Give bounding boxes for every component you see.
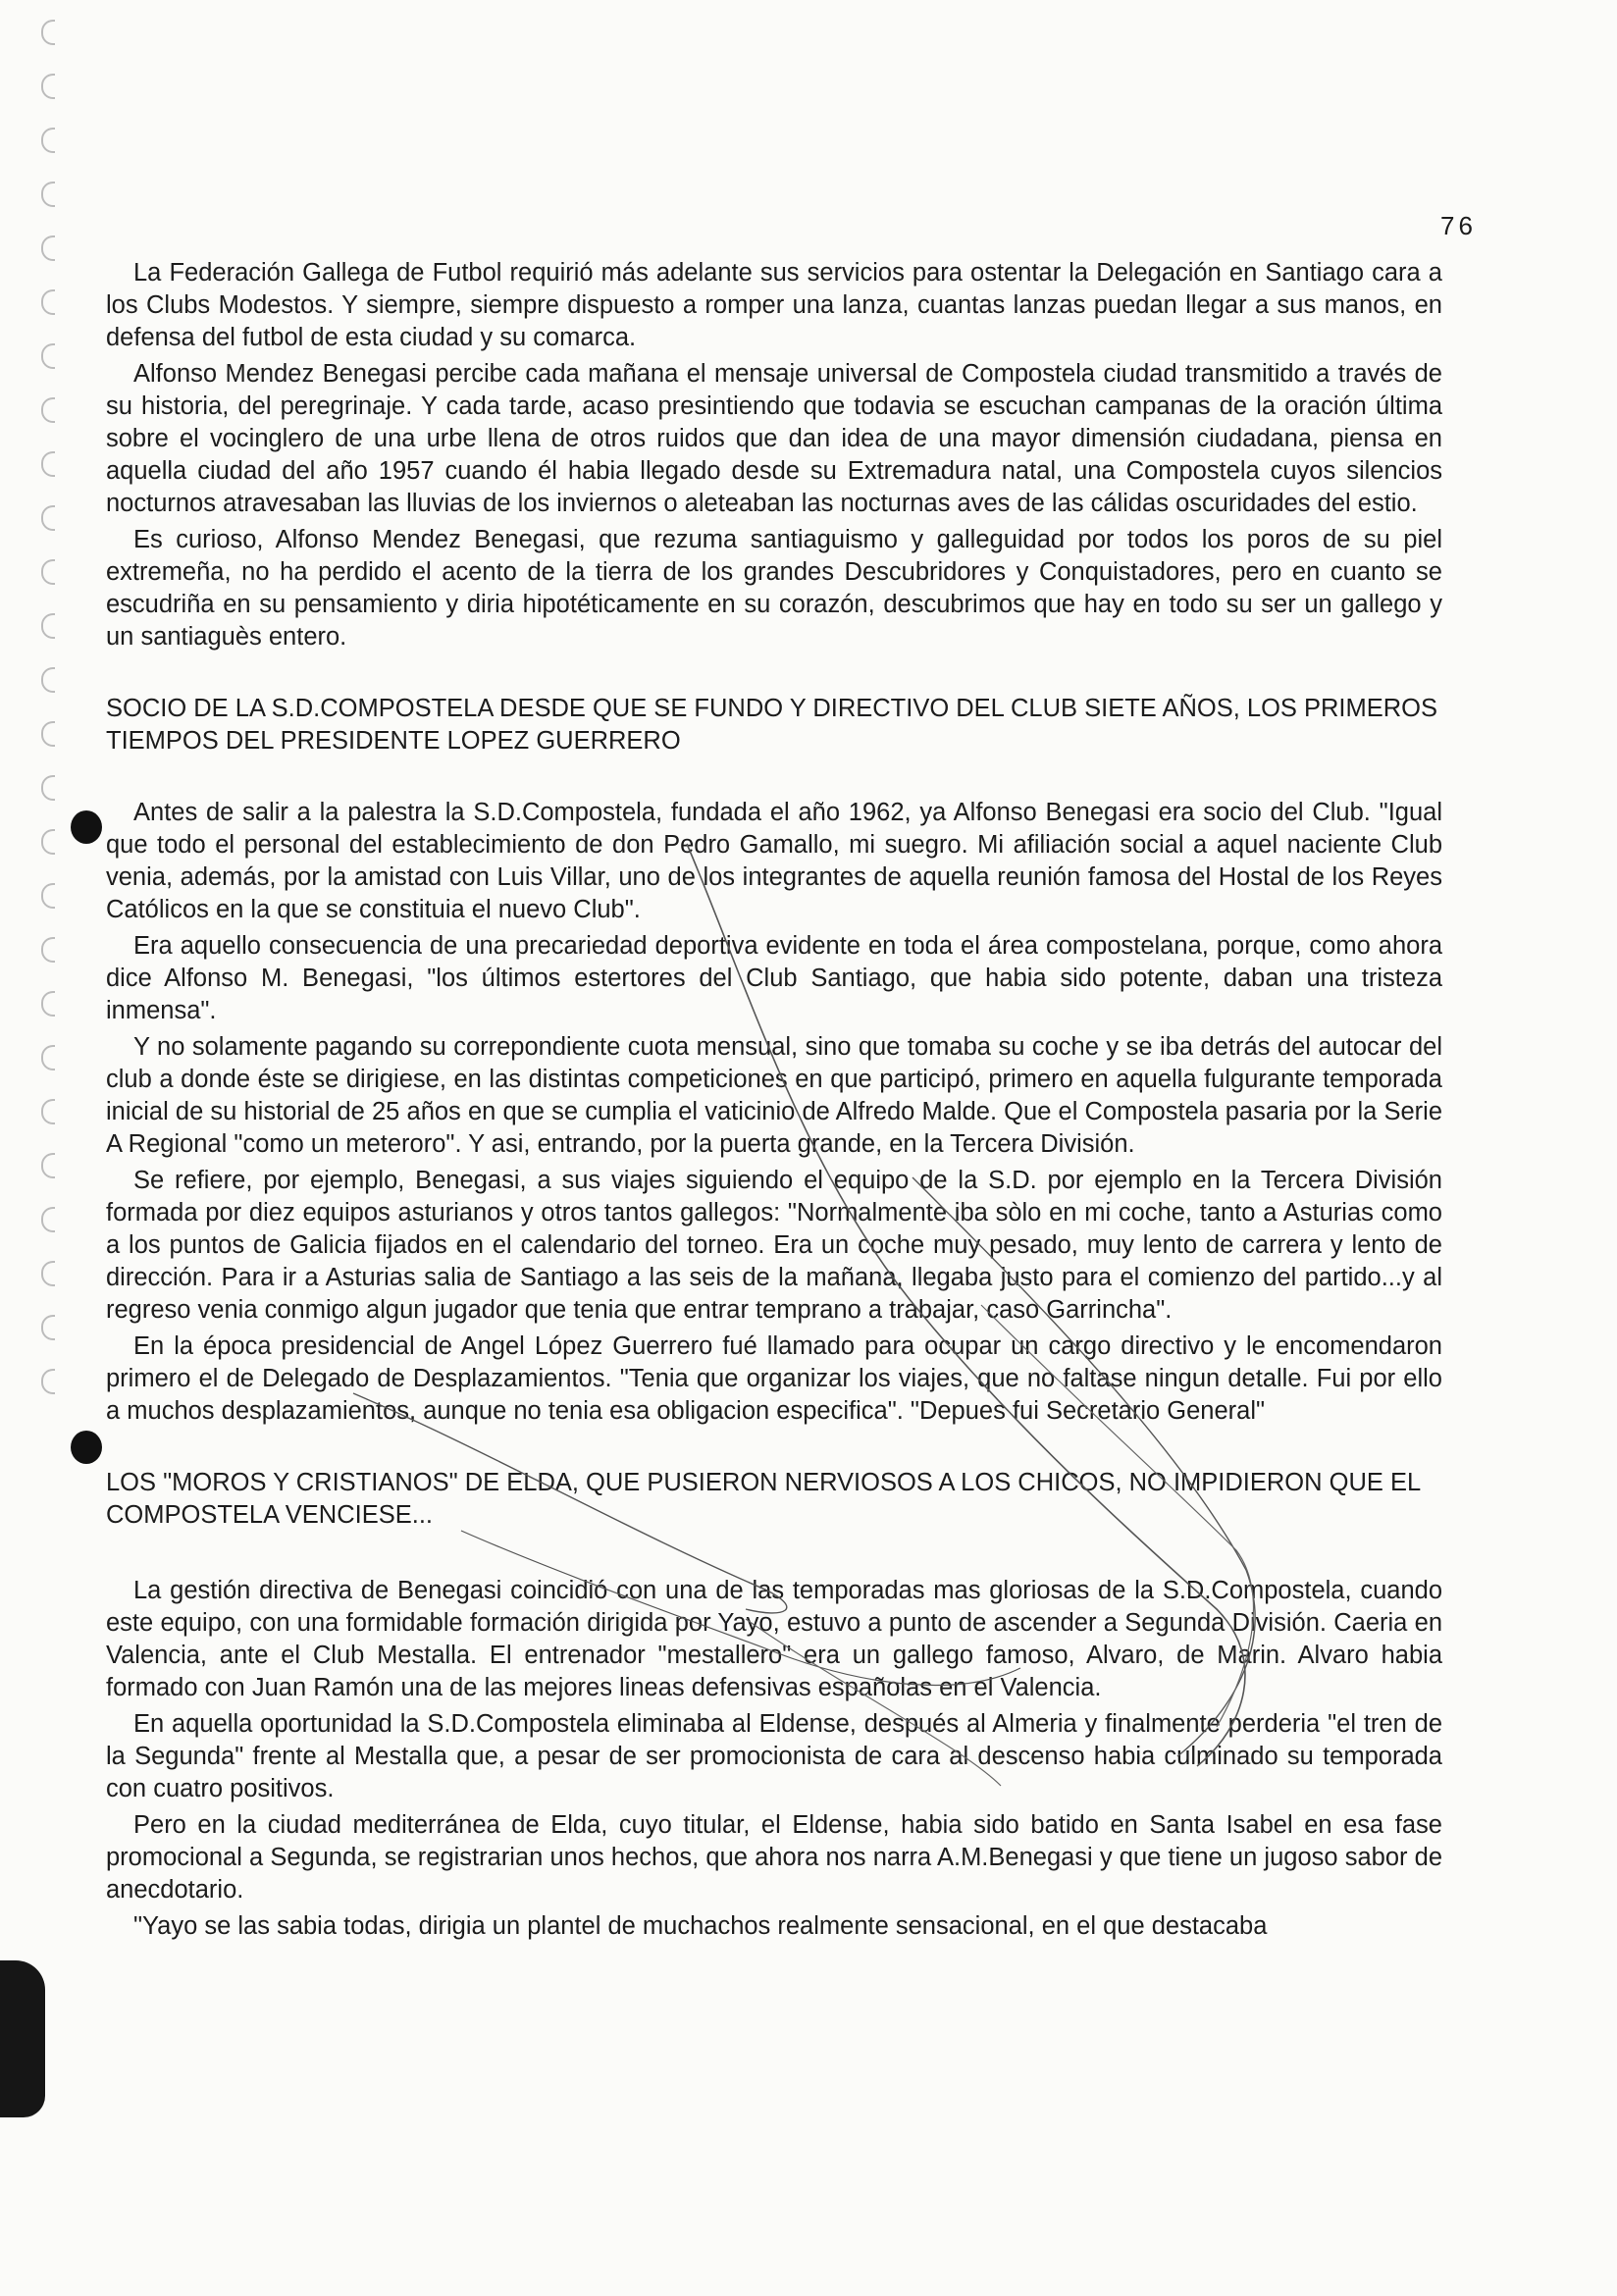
paragraph: En aquella oportunidad la S.D.Compostela eliminaba al Eldense, después al Almeria y finalmente perderia "el tren de la Segunda" frente al Mestalla que, a pesar de ser promocionista de cara al descenso habia culminado su temporada con cuatro positivos.: [106, 1710, 1442, 1802]
paragraph: La Federación Gallega de Futbol requirió más adelante sus servicios para ostentar la Delegación en Santiago cara a los Clubs Modestos. Y siempre, siempre dispuesto a romper una lanza, cuantas lanzas puedan llegar a sus manos, en defensa del futbol de esta ciudad y su comarca.: [106, 259, 1442, 351]
paragraph: Y no solamente pagando su correpondiente cuota mensual, sino que tomaba su coche y se iba detrás del autocar del club a donde éste se dirigiese, en las distintas competiciones en que participó, primero en aquella fulgurante temporada inicial de su historial de 25 años en que se cumplia el vaticinio de Alfredo Malde. Que el Compostela pasaria por la Serie A Regional "como un meteroro". Y asi, entrando, por la puerta grande, en la Tercera División.: [106, 1033, 1442, 1158]
binder-hole: [41, 829, 55, 855]
binder-hole: [41, 505, 55, 531]
binder-hole: [41, 1261, 55, 1286]
binder-hole: [41, 20, 55, 45]
binder-hole: [41, 721, 55, 747]
punch-mark: [71, 1431, 102, 1464]
document-body: [106, 257, 1442, 1943]
scan-edge-blot: [0, 1960, 45, 2117]
binder-hole: [41, 182, 55, 207]
binder-hole: [41, 1045, 55, 1070]
binder-hole: [41, 613, 55, 639]
binder-hole: [41, 74, 55, 99]
binder-hole: [41, 128, 55, 153]
binder-hole: [41, 451, 55, 477]
binder-hole: [41, 289, 55, 315]
punch-mark: [71, 810, 102, 844]
binder-hole: [41, 1369, 55, 1394]
binder-hole: [41, 667, 55, 693]
binder-hole: [41, 991, 55, 1017]
paragraph: La gestión directiva de Benegasi coincidió con una de las temporadas mas gloriosas de la S.D.Compostela, cuando este equipo, con una formidable formación dirigida por Yayo, estuvo a punto de ascender a Segunda División. Caeria en Valencia, ante el Club Mestalla. El entrenador "mestallero" era un gallego famoso, Alvaro, de Marin. Alvaro habia formado con Juan Ramón una de las mejores lineas defensivas españolas en el Valencia.: [106, 1577, 1442, 1701]
paragraph: Era aquello consecuencia de una precariedad deportiva evidente en toda el área compostelana, porque, como ahora dice Alfonso M. Benegasi, "los últimos estertores del Club Santiago, que habia sido potente, daban una tristeza inmensa".: [106, 932, 1442, 1024]
binder-hole: [41, 397, 55, 423]
section-heading: LOS "MOROS Y CRISTIANOS" DE ELDA, QUE PUSIERON NERVIOSOS A LOS CHICOS, NO IMPIDIERON QUE EL COMPOSTELA VENCIESE...: [106, 1469, 1421, 1529]
paragraph: Pero en la ciudad mediterránea de Elda, cuyo titular, el Eldense, habia sido batido en Santa Isabel en esa fase promocional a Segunda, se registrarian unos hechos, que ahora nos narra A.M.Benegasi y que tiene un jugoso sabor de anecdotario.: [106, 1811, 1442, 1904]
binder-hole: [41, 775, 55, 801]
binder-holes: [27, 20, 67, 1590]
binder-hole: [41, 937, 55, 963]
paragraph: En la época presidencial de Angel López Guerrero fué llamado para ocupar un cargo directivo y le encomendaron primero el de Delegado de Desplazamientos. "Tenia que organizar los viajes, que no faltase ningun detalle. Fui por ello a muchos desplazamientos, aunque no tenia esa obligacion especifica". "Depues fui Secretario General": [106, 1332, 1442, 1425]
binder-hole: [41, 559, 55, 585]
paragraph: "Yayo se las sabia todas, dirigia un plantel de muchachos realmente sensacional, en el que destacaba: [133, 1912, 1268, 1940]
paragraph: Es curioso, Alfonso Mendez Benegasi, que rezuma santiaguismo y galleguidad por todos los poros de su piel extremeña, no ha perdido el acento de la tierra de los grandes Descubridores y Conquistadores, pero en cuanto se escudriña en su pensamiento y diria hipotéticamente en su corazón, descubrimos que hay en todo su ser un gallego y un santiaguès entero.: [106, 526, 1442, 651]
paragraph: Alfonso Mendez Benegasi percibe cada mañana el mensaje universal de Compostela ciudad transmitido a través de su historia, del peregrinaje. Y cada tarde, acaso presintiendo que todavia se escuchan campanas de la oración última sobre el vocinglero de una urbe llena de otros ruidos que dan idea de una mayor dimensión ciudadana, piensa en aquella ciudad del año 1957 cuando él habia llegado desde su Extremadura natal, una Compostela cuyos silencios nocturnos atravesaban las lluvias de los inviernos o aleteaban las nocturnas aves de las cálidas oscuridades del estio.: [106, 360, 1442, 517]
binder-hole: [41, 1315, 55, 1340]
binder-hole: [41, 883, 55, 909]
paragraph: Se refiere, por ejemplo, Benegasi, a sus viajes siguiendo el equipo de la S.D. por ejemplo en la Tercera División formada por diez equipos asturianos y otros tantos gallegos: "Normalmente iba sòlo en mi coche, tanto a Asturias como a los puntos de Galicia fijados en el calendario del torneo. Era un coche muy pesado, muy lento de carrera y lento de dirección. Para ir a Asturias salia de Santiago a las seis de la mañana, llegaba justo para el comienzo del partido...y al regreso venia conmigo algun jugador que tenia que entrar temprano a trabajar, caso Garrincha".: [106, 1167, 1442, 1324]
paragraph: Antes de salir a la palestra la S.D.Compostela, fundada el año 1962, ya Alfonso Benegasi era socio del Club. "Igual que todo el personal del establecimiento de don Pedro Gamallo, mi suegro. Mi afiliación social a aquel naciente Club venia, además, por la amistad con Luis Villar, uno de los integrantes de aquella reunión famosa del Hostal de los Reyes Católicos en la que se constituia el nuevo Club".: [106, 799, 1442, 923]
binder-hole: [41, 1099, 55, 1124]
binder-hole: [41, 343, 55, 369]
page-number: 76: [1440, 211, 1477, 240]
binder-hole: [41, 235, 55, 261]
section-heading: SOCIO DE LA S.D.COMPOSTELA DESDE QUE SE FUNDO Y DIRECTIVO DEL CLUB SIETE AÑOS, LOS PRIMEROS TIEMPOS DEL PRESIDENTE LOPEZ GUERRERO: [106, 695, 1438, 755]
binder-hole: [41, 1207, 55, 1232]
binder-hole: [41, 1153, 55, 1178]
